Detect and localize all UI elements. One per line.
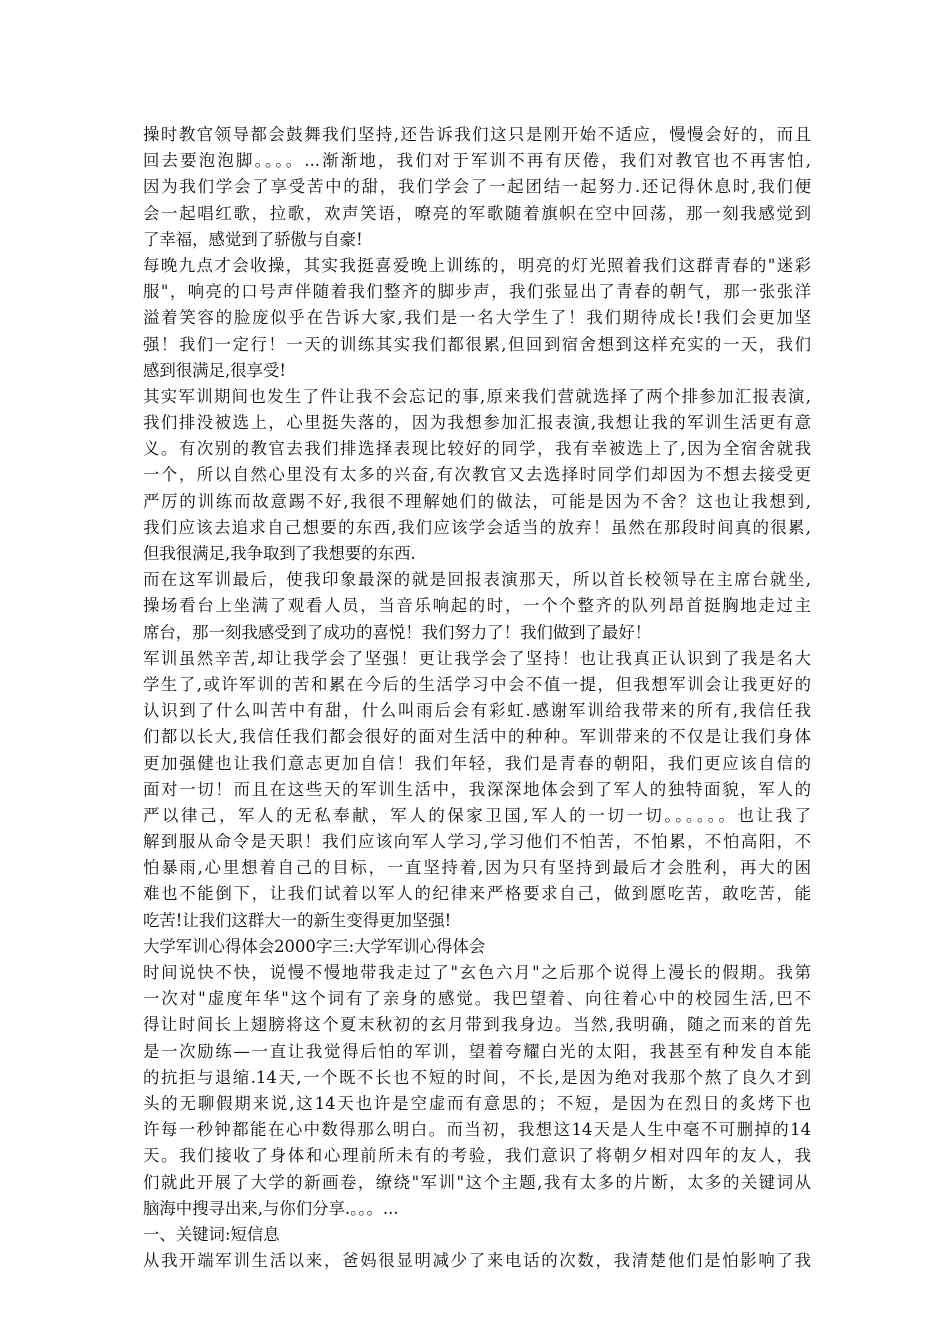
text-line: 严以律己，军人的无私奉献，军人的保家卫国,军人的一切一切。。。。。。也让我了	[143, 805, 811, 825]
text-line: 义。有次别的教官去我们排选择表现比较好的同学，我有幸被选上了,因为全宿舍就我	[143, 439, 811, 459]
text-line: 因为我们学会了享受苦中的甜，我们学会了一起团结一起努力.还记得休息时,我们便	[143, 177, 811, 197]
text-line: 大学军训心得体会2000字三:大学军训心得体会	[143, 936, 486, 956]
text-line: 而在这军训最后，使我印象最深的就是回报表演那天，所以首长校领导在主席台就坐,	[143, 570, 811, 590]
text-line: 是一次励练—一直让我觉得后怕的军训，望着夸耀白光的太阳，我甚至有种发自本能	[143, 1041, 811, 1061]
text-line: 席台，那一刻我感受到了成功的喜悦！我们努力了！我们做到了最好！	[143, 622, 652, 642]
text-line: 天。我们接收了身体和心理前所未有的考验，我们意识了将朝夕相对四年的友人，我	[143, 1146, 811, 1166]
text-line: 但我很满足,我争取到了我想要的东西.	[143, 544, 416, 563]
text-line: 我们排没被选上，心里挺失落的，因为我想参加汇报表演,我想让我的军训生活更有意	[143, 413, 811, 433]
text-line: 怕暴雨,心里想着自己的目标，一直坚持着,因为只有坚持到最后才会胜利，再大的困	[143, 858, 811, 878]
text-line: 强！我们一定行！一天的训练其实我们都很累,但回到宿舍想到这样充实的一天，我们	[143, 334, 811, 354]
text-line: 操场看台上坐满了观看人员，当音乐响起的时，一个个整齐的队列昂首挺胸地走过主	[143, 596, 811, 616]
text-line: 的抗拒与退缩.14天,一个既不长也不短的时间，不长,是因为绝对我那个熬了良久才到	[143, 1067, 811, 1087]
text-line: 学生了,或许军训的苦和累在今后的生活学习中会不值一提，但我想军训会让我更好的	[143, 674, 811, 694]
text-line: 一次对"虚度年华"这个词有了亲身的感觉。我巴望着、向往着心中的校园生活,巴不	[143, 989, 811, 1009]
text-line: 溢着笑容的脸庞似乎在告诉大家,我们是一名大学生了！我们期待成长!我们会更加坚	[143, 308, 811, 328]
text-line: 们都以长大,我信任我们都会很好的面对生活中的种种。军训带来的不仅是让我们身体	[143, 727, 811, 747]
text-line: 从我开端军训生活以来，爸妈很显明减少了来电话的次数，我清楚他们是怕影响了我	[143, 1251, 811, 1271]
text-line: 我们应该去追求自己想要的东西,我们应该学会适当的放弃！虽然在那段时间真的很累,	[143, 517, 811, 537]
text-line: 更加强健也让我们意志更加自信！我们年轻，我们是青春的朝阳，我们更应该自信的	[143, 753, 811, 773]
text-line: 面对一切！而且在这些天的军训生活中，我深深地体会到了军人的独特面貌，军人的	[143, 779, 811, 799]
text-line: 每晚九点才会收操，其实我挺喜爱晚上训练的，明亮的灯光照着我们这群青春的"迷彩	[143, 255, 811, 275]
text-line: 感到很满足,很享受!	[143, 360, 286, 380]
text-line: 吃苦!让我们这群大一的新生变得更加坚强!	[143, 910, 452, 930]
text-line: 军训虽然辛苦,却让我学会了坚强！更让我学会了坚持！也让我真正认识到了我是名大	[143, 648, 811, 668]
text-line: 一个，所以自然心里没有太多的兴奋,有次教官又去选择时同学们却因为不想去接受更	[143, 465, 811, 485]
text-line: 回去要泡泡脚。。。。...渐渐地，我们对于军训不再有厌倦，我们对教官也不再害怕,	[143, 151, 811, 171]
text-line: 会一起唱红歌，拉歌，欢声笑语，嘹亮的军歌随着旗帜在空中回荡，那一刻我感觉到	[143, 203, 811, 223]
text-line: 脑海中搜寻出来,与你们分享.。。。...	[143, 1198, 399, 1218]
text-line: 严厉的训练而故意踢不好,我很不理解她们的做法，可能是因为不舍？这也让我想到,	[143, 491, 811, 511]
text-line: 一、关键词:短信息	[143, 1224, 280, 1244]
text-line: 许每一秒钟都能在心中数得那么明白。而当初，我想这14天是人生中毫不可删掉的14	[143, 1120, 811, 1140]
text-line: 解到服从命令是天职！我们应该向军人学习,学习他们不怕苦，不怕累，不怕高阳，不	[143, 832, 811, 852]
text-line: 们就此开展了大学的新画卷，缭绕"军训"这个主题,我有太多的片断，太多的关键词从	[143, 1172, 811, 1192]
text-line: 认识到了什么叫苦中有甜，什么叫雨后会有彩虹.感谢军训给我带来的所有,我信任我	[143, 701, 811, 721]
text-line: 得让时间长上翅膀将这个夏末秋初的玄月带到我身边。当然,我明确，随之而来的首先	[143, 1015, 811, 1035]
text-line: 操时教官领导都会鼓舞我们坚持,还告诉我们这只是刚开始不适应，慢慢会好的，而且	[143, 125, 811, 144]
text-line: 其实军训期间也发生了件让我不会忘记的事,原来我们营就选择了两个排参加汇报表演,	[143, 386, 811, 406]
text-line: 难也不能倒下，让我们试着以军人的纪律来严格要求自己，做到愿吃苦，敢吃苦，能	[143, 884, 811, 904]
document-body	[143, 122, 811, 1274]
text-line: 服"，响亮的口号声伴随着我们整齐的脚步声，我们张显出了青春的朝气，那一张张洋	[143, 282, 811, 302]
text-line: 时间说快不快，说慢不慢地带我走过了"玄色六月"之后那个说得上漫长的假期。我第	[143, 963, 811, 982]
text-line: 了幸福，感觉到了骄傲与自豪!	[143, 229, 363, 249]
text-line: 头的无聊假期来说,这14天也许是空虚而有意思的；不短，是因为在烈日的炙烤下也	[143, 1093, 811, 1113]
